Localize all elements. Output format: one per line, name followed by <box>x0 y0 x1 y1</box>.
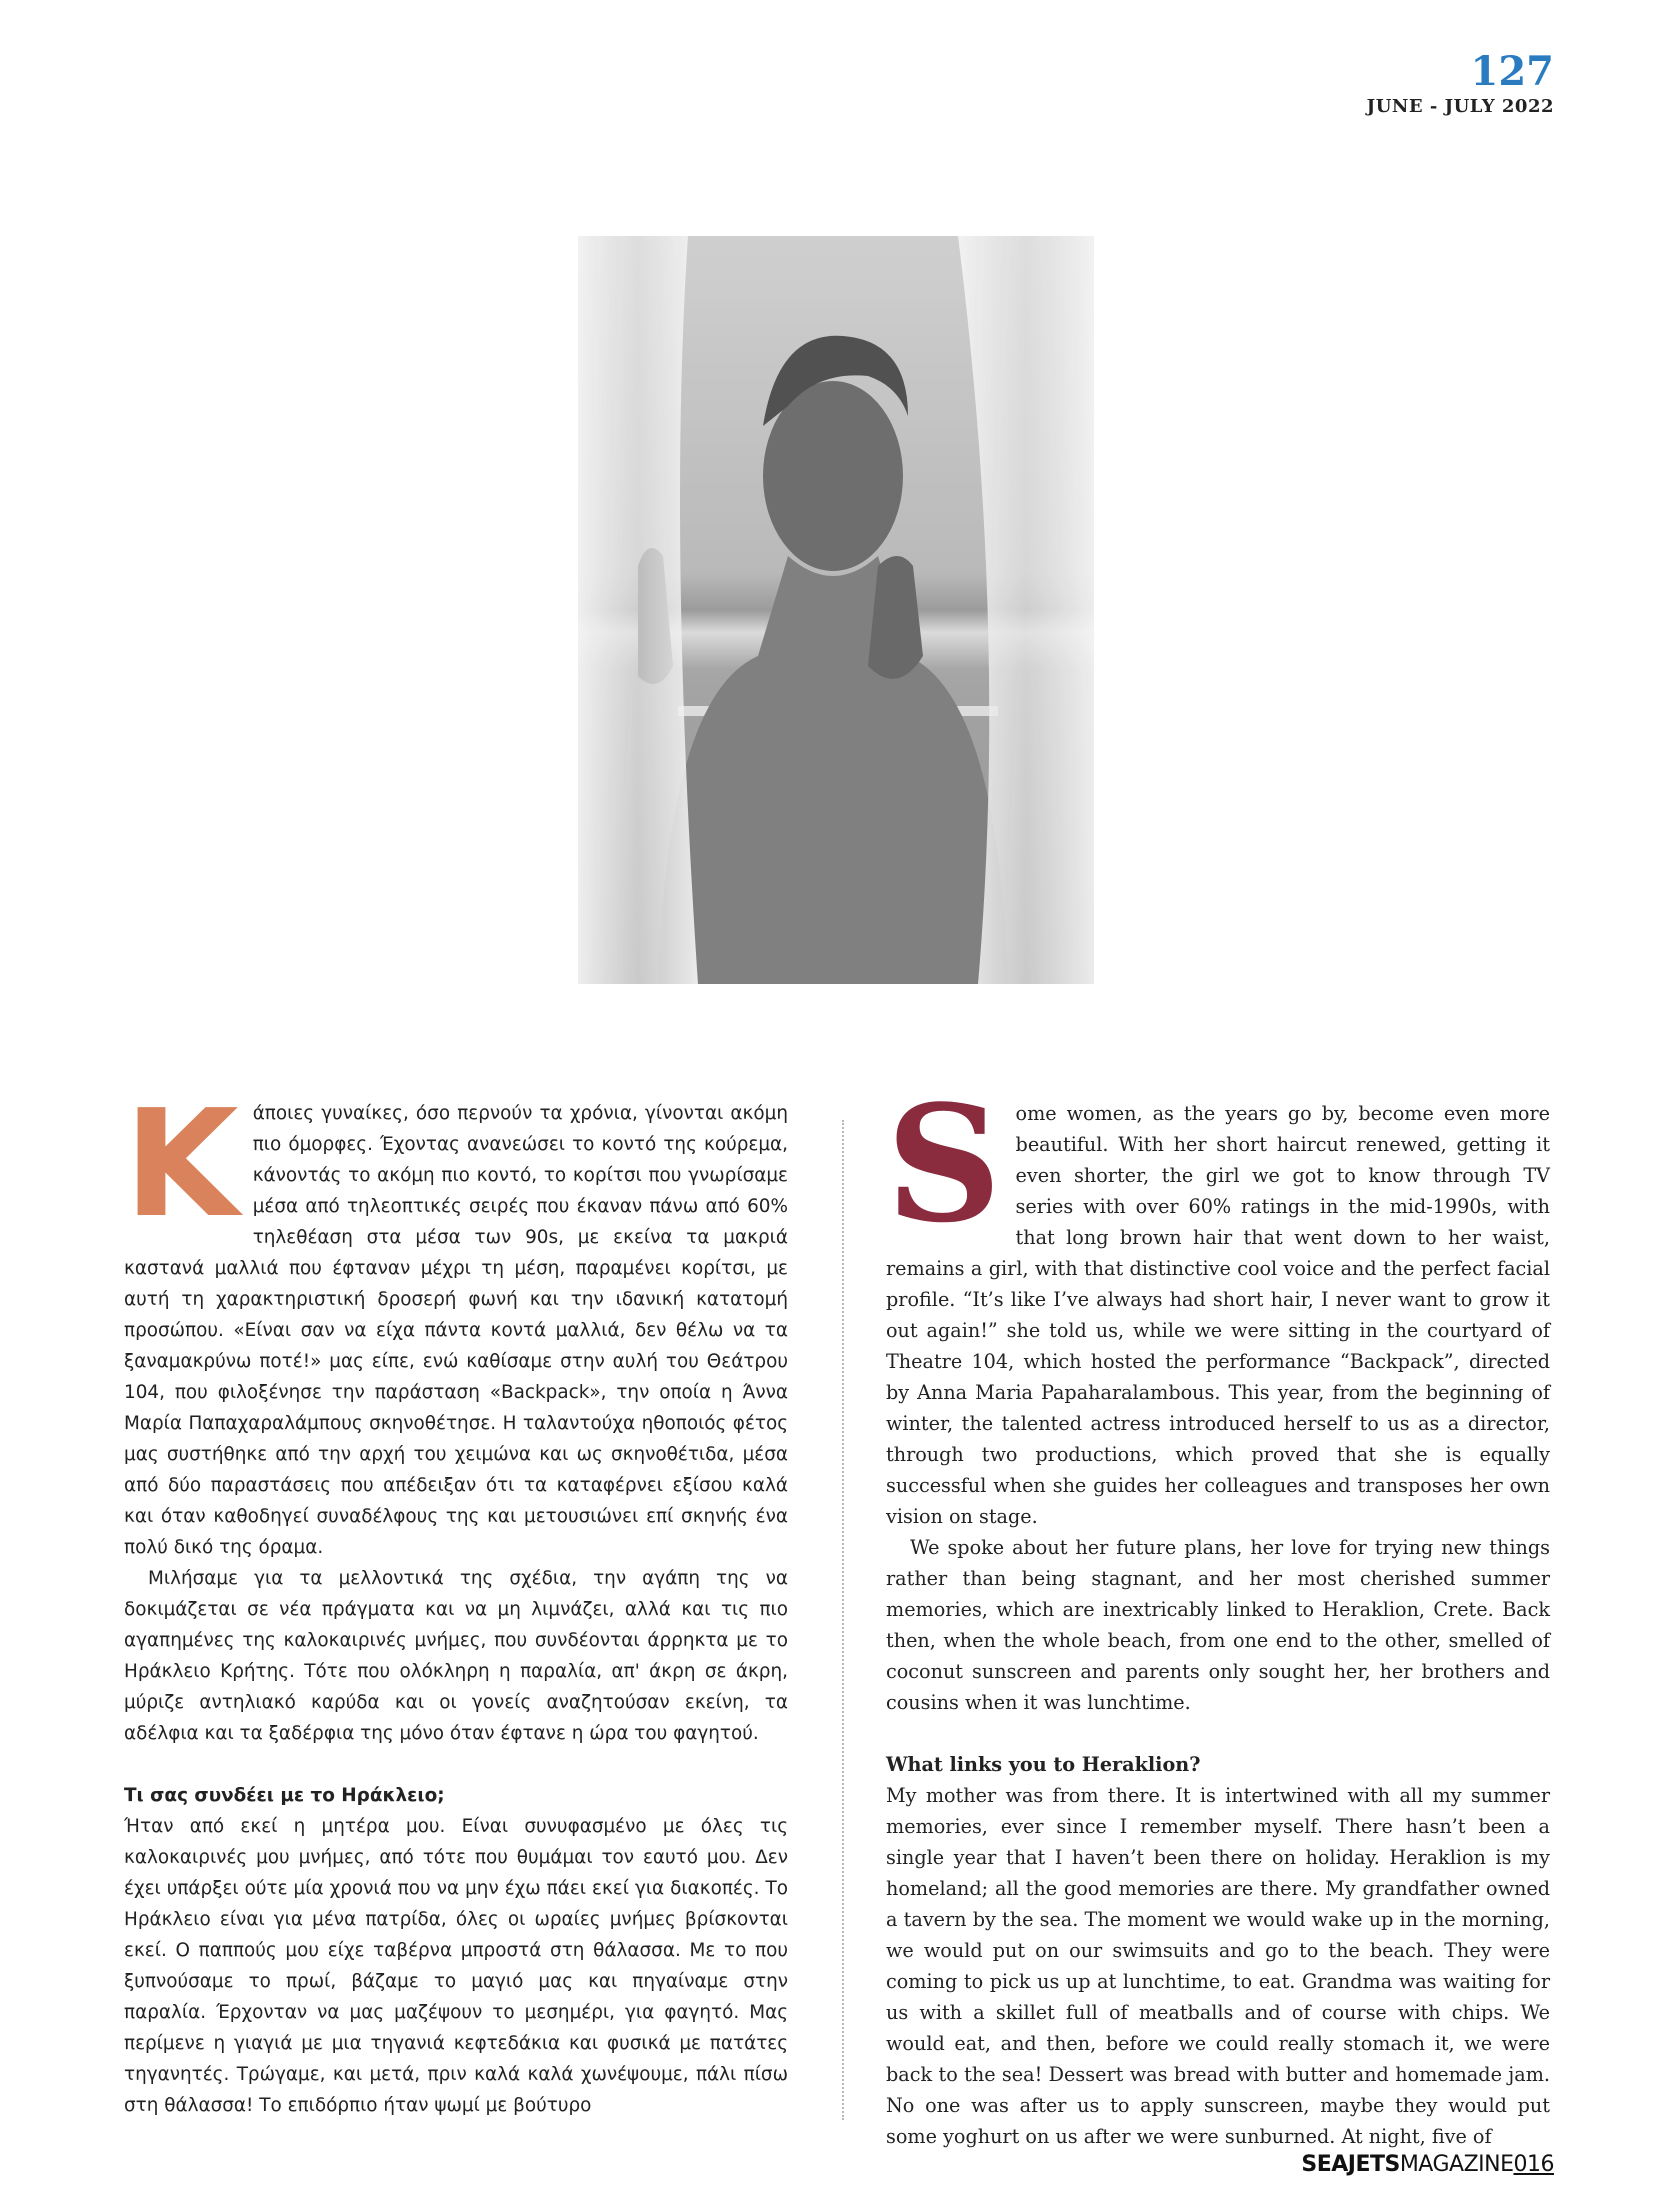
feature-photo <box>578 236 1094 984</box>
greek-answer: Ήταν από εκεί η μητέρα μου. Είναι συνυφασμένο με όλες τις καλοκαιρινές μου μνήμες, από τότε που θυμάμαι τον εαυτό μου. Δεν έχει υπάρξει ούτε μία χρονιά που να μην έχω πάει εκεί για διακοπές. Το Ηράκλειο είναι για μένα πατρίδα, όλες οι ωραίες μνήμες βρίσκονται εκεί. Ο παππούς μου είχε ταβέρνα μπροστά στη θάλασσα. Με το που ξυπνούσαμε το πρωί, βάζαμε το μαγιό μας και πηγαίναμε στην παραλία. Έρχονταν να μας μαζέψουν το μεσημέρι, για φαγητό. Μας περίμενε η γιαγιά με μια τηγανιά κεφτεδάκια και φυσικά με πατάτες τηγανητές. Τρώγαμε, και μετά, πριν καλά καλά χωνέψουμε, πάλι πίσω στη θάλασσα! Το επιδόρπιο ήταν ψωμί με βούτυρο <box>124 1816 788 2116</box>
page-number: 127 <box>1470 48 1554 95</box>
english-paragraph-2: We spoke about her future plans, her love for trying new things rather than being stagnant, and her most cherished summer memories, which are inextricably linked to Heraklion, Crete. Back then, when the whole beach, from one end to the other, smelled of coconut sunscreen and parents only sought her, her brothers and cousins when it was lunchtime. <box>886 1536 1550 1714</box>
issue-number: 016 <box>1513 2152 1554 2177</box>
english-question: What links you to Heraklion? <box>886 1753 1201 1776</box>
greek-intro-text: άποιες γυναίκες, όσο περνούν τα χρόνια, γίνονται ακόμη πιο όμορφες. Έχοντας ανανεώσει το κοντό της κούρεμα, κάνοντάς το ακόμη πιο κοντό, το κορίτσι που γνωρίσαμε μέσα από τηλεοπτικές σειρές που έκαναν πάνω από 60% τηλεθέαση στα μέσα των 90s, με εκείνα τα μακριά καστανά μαλλιά που έφταναν μέχρι τη μέση, παραμένει κορίτσι, με αυτή τη χαρακτηριστική δροσερή φωνή και την ιδανική κατατομή προσώπου. «Είναι σαν να είχα πάντα κοντά μαλλιά, δεν θέλω να τα ξαναμακρύνω ποτέ!» μας είπε, ενώ καθίσαμε στην αυλή του Θεάτρου 104, που φιλοξένησε την παράσταση «Backpack», την οποία η Άννα Μαρία Παπαχαραλάμπους σκηνοθέτησε. Η ταλαντούχα ηθοποιός φέτος μας συστήθηκε από την αρχή του χειμώνα και ως σκηνοθέτιδα, μέσα από δύο παραστάσεις που απέδειξαν ότι τα καταφέρνει εξίσου καλά και όταν καθοδηγεί συναδέλφους της και μετουσιώνει επί σκηνής ένα πολύ δικό της όραμα. <box>124 1103 788 1558</box>
greek-intro-paragraph <box>124 1078 788 1563</box>
english-intro-paragraph <box>886 1070 1550 1532</box>
greek-question: Τι σας συνδέει με το Ηράκλειο; <box>124 1785 445 1806</box>
brand-magazine: MAGAZINE <box>1399 2152 1514 2177</box>
column-divider <box>842 1120 844 2120</box>
brand-name: SEAJETS <box>1301 2152 1400 2177</box>
english-answer: My mother was from there. It is intertwined with all my summer memories, ever since I remember myself. There hasn’t been a single year that I haven’t been there on holiday. Heraklion is my homeland; all the good memories are there. My grandfather owned a tavern by the sea. The moment we would wake up in the morning, we would put on our swimsuits and go to the beach. They were coming to pick us up at lunchtime, to eat. Grandma was waiting for us with a skillet full of meatballs and of course with chips. We would eat, and then, before we could really stomach it, we were back to the sea! Dessert was bread with butter and homemade jam. No one was after us to apply sunscreen, maybe they would put some yoghurt on us after we were sunburned. At night, five of <box>886 1784 1550 2148</box>
issue-date: JUNE - JULY 2022 <box>1366 96 1554 117</box>
english-intro-text: ome women, as the years go by, become even more beautiful. With her short haircut renewed, getting it even shorter, the girl we got to know through TV series with over 60% ratings in the mid-1990s, with that long brown hair that went down to her waist, remains a girl, with that distinctive cool voice and the perfect facial profile. “It’s like I’ve always had short hair, I never want to grow it out again!” she told us, while we were sitting in the courtyard of Theatre 104, which hosted the performance “Backpack”, directed by Anna Maria Papaharalambous. This year, from the beginning of winter, the talented actress introduced herself to us as a director, through two productions, which proved that she is equally successful when she guides her colleagues and transposes her own vision on stage. <box>886 1102 1550 1528</box>
english-column <box>886 1070 1550 2152</box>
magazine-brand-footer <box>1301 2152 1554 2177</box>
greek-column <box>124 1078 788 2121</box>
greek-dropcap: Κ <box>124 1078 239 1250</box>
english-dropcap: S <box>886 1070 1002 1258</box>
greek-paragraph-2: Μιλήσαμε για τα μελλοντικά της σχέδια, την αγάπη της να δοκιμάζεται σε νέα πράγματα και να μη λιμνάζει, αλλά και τις πιο αγαπημένες της καλοκαιρινές μνήμες, που συνδέονται άρρηκτα με το Ηράκλειο Κρήτης. Τότε που ολόκληρη η παραλία, απ' άκρη σε άκρη, μύριζε αντηλιακό καρύδα και οι γονείς αναζητούσαν εκείνη, τα αδέλφια και τα ξαδέρφια της μόνο όταν έφτανε η ώρα του φαγητού. <box>124 1568 788 1744</box>
